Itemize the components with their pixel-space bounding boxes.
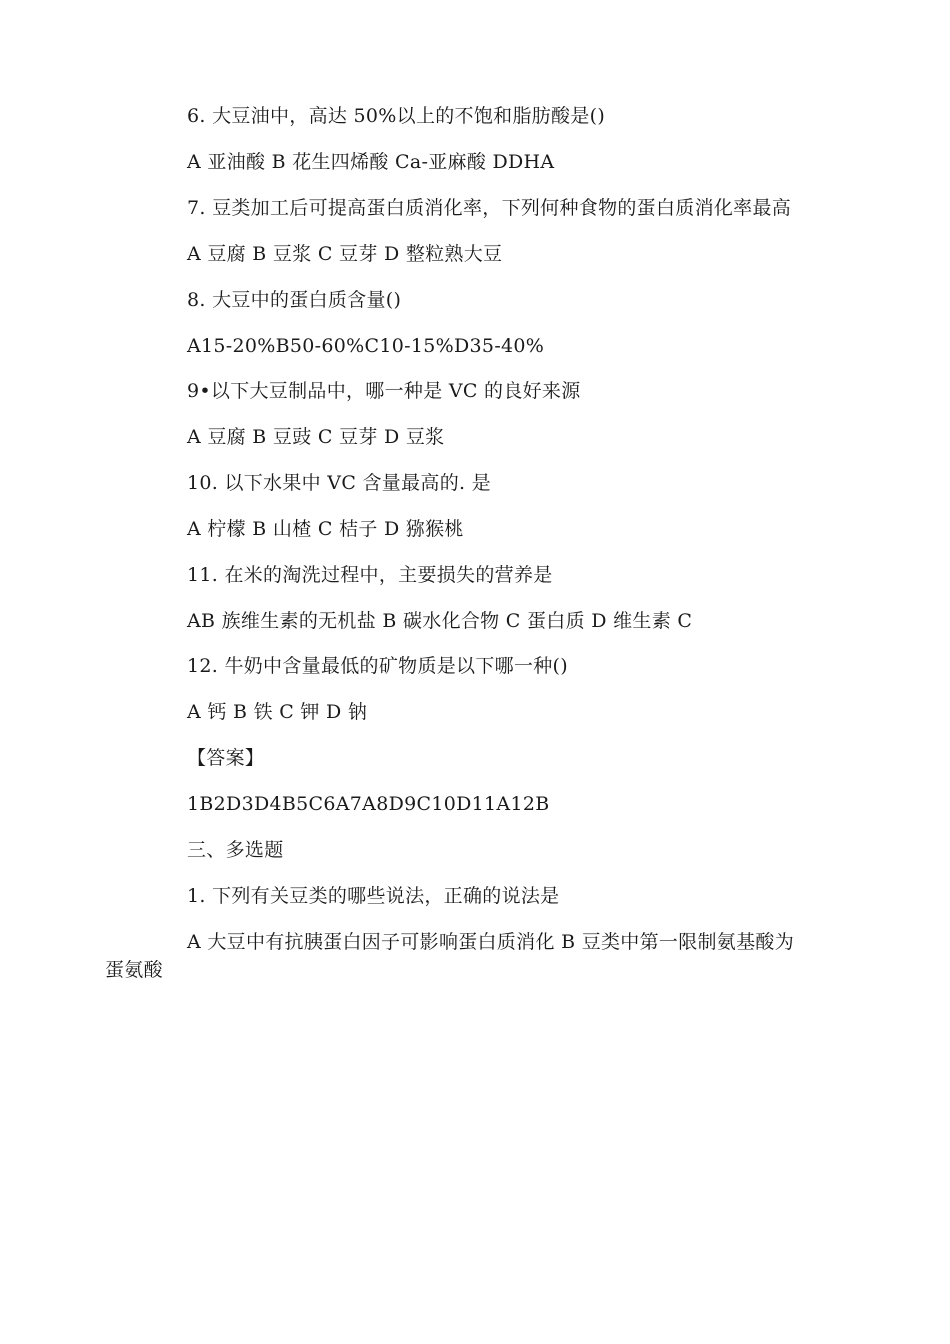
multi-question-1-options: A 大豆中有抗胰蛋白因子可影响蛋白质消化 B 豆类中第一限制氨基酸为 [187, 931, 795, 953]
question-10-options: A 柠檬 B 山楂 C 桔子 D 猕猴桃 [187, 518, 464, 540]
question-12: 12. 牛奶中含量最低的矿物质是以下哪一种() [187, 655, 568, 677]
question-10: 10. 以下水果中 VC 含量最高的. 是 [187, 472, 491, 494]
question-7: 7. 豆类加工后可提高蛋白质消化率，下列何种食物的蛋白质消化率最高 [187, 197, 792, 219]
question-7-options: A 豆腐 B 豆浆 C 豆芽 D 整粒熟大豆 [187, 243, 503, 265]
question-12-options: A 钙 B 铁 C 钾 D 钠 [187, 701, 368, 723]
section-heading-multiple-choice: 三、多选题 [187, 839, 284, 861]
multi-question-1: 1. 下列有关豆类的哪些说法，正确的说法是 [187, 885, 560, 907]
question-8: 8. 大豆中的蛋白质含量() [187, 289, 402, 311]
question-6-options: A 亚油酸 B 花生四烯酸 Ca-亚麻酸 DDHA [187, 151, 555, 173]
question-9: 9•以下大豆制品中，哪一种是 VC 的良好来源 [187, 380, 581, 402]
question-11-options: AB 族维生素的无机盐 B 碳水化合物 C 蛋白质 D 维生素 C [187, 610, 693, 632]
question-11: 11. 在米的淘洗过程中，主要损失的营养是 [187, 564, 553, 586]
question-6: 6. 大豆油中，高达 50%以上的不饱和脂肪酸是() [187, 105, 606, 127]
multi-question-1-options-wrap: 蛋氨酸 [105, 959, 163, 981]
question-9-options: A 豆腐 B 豆豉 C 豆芽 D 豆浆 [187, 426, 445, 448]
question-8-options: A15-20%B50-60%C10-15%D35-40% [187, 335, 545, 357]
answer-heading: 【答案】 [187, 747, 265, 769]
answer-key: 1B2D3D4B5C6A7A8D9C10D11A12B [187, 793, 550, 815]
